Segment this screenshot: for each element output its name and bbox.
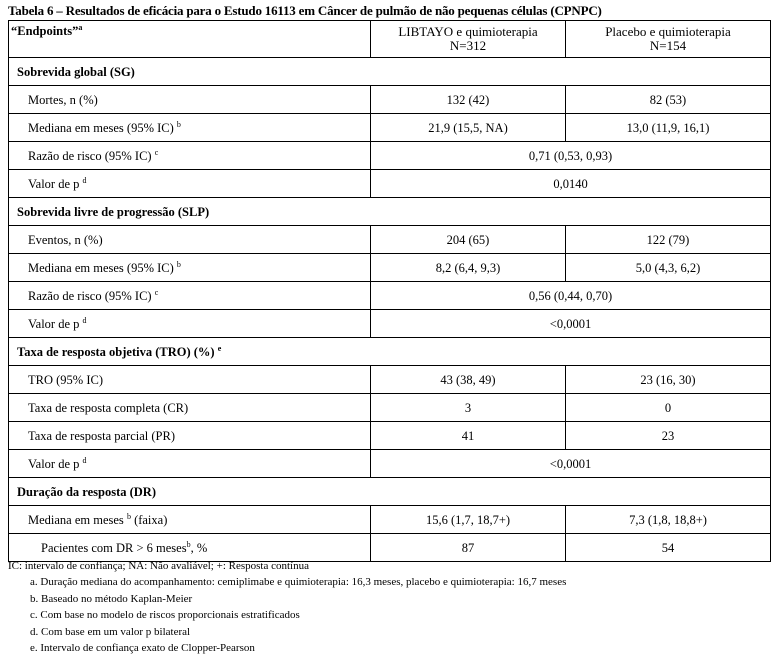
- placebo-value: 122 (79): [566, 226, 771, 254]
- placebo-value: 0: [566, 394, 771, 422]
- table-row: [9, 226, 771, 254]
- header-row: [9, 21, 771, 58]
- table-row: [9, 366, 771, 394]
- row-label: Mortes, n (%): [9, 86, 371, 114]
- libtayo-value: 8,2 (6,4, 9,3): [371, 254, 566, 282]
- libtayo-column-header: LIBTAYO e quimioterapia N=312: [371, 21, 566, 58]
- combined-value: <0,0001: [371, 310, 771, 338]
- row-label: Valor de p $^d$: [9, 450, 371, 478]
- combined-value: 0,56 (0,44, 0,70): [371, 282, 771, 310]
- row-label: Razão de risco (95% IC) $^c$: [9, 282, 371, 310]
- table-row: [9, 114, 771, 142]
- libtayo-value: 15,6 (1,7, 18,7+): [371, 506, 566, 534]
- combined-value: 0,71 (0,53, 0,93): [371, 142, 771, 170]
- section-title: Sobrevida global (SG): [9, 58, 771, 86]
- table-row: [9, 254, 771, 282]
- table-row: [9, 450, 771, 478]
- row-label: Mediana em meses $^b$ (faixa): [9, 506, 371, 534]
- footnote-a: a. Duração mediana do acompanhamento: cemiplimabe e quimioterapia: 16,3 meses, placebo e quimioterapia: 16,7 meses: [30, 576, 567, 589]
- footnotes: [8, 558, 566, 656]
- table-caption: Tabela 6 – Resultados de eficácia para o Estudo 16113 em Câncer de pulmão de não pequenas células (CPNPC): [8, 3, 602, 18]
- placebo-value: 5,0 (4,3, 6,2): [566, 254, 771, 282]
- row-label: Eventos, n (%): [9, 226, 371, 254]
- table-row: [9, 422, 771, 450]
- table-row: [9, 506, 771, 534]
- placebo-value: 7,3 (1,8, 18,8+): [566, 506, 771, 534]
- table-row: [9, 310, 771, 338]
- combined-value: 0,0140: [371, 170, 771, 198]
- placebo-value: 23 (16, 30): [566, 366, 771, 394]
- row-label: Valor de p $^d$: [9, 170, 371, 198]
- row-label: Taxa de resposta completa (CR): [9, 394, 371, 422]
- endpoints-header: “Endpoints”$^a$: [9, 21, 371, 58]
- placebo-value: 23: [566, 422, 771, 450]
- footnote-e: e. Intervalo de confiança exato de Clopper-Pearson: [30, 642, 255, 655]
- libtayo-value: 3: [371, 394, 566, 422]
- libtayo-value: 204 (65): [371, 226, 566, 254]
- libtayo-value: 43 (38, 49): [371, 366, 566, 394]
- libtayo-value: 132 (42): [371, 86, 566, 114]
- placebo-column-header: Placebo e quimioterapia N=154: [566, 21, 771, 58]
- combined-value: <0,0001: [371, 450, 771, 478]
- table-row: [9, 394, 771, 422]
- section-title: Duração da resposta (DR): [9, 478, 771, 506]
- table-row: [9, 142, 771, 170]
- placebo-value: 13,0 (11,9, 16,1): [566, 114, 771, 142]
- row-label: Taxa de resposta parcial (PR): [9, 422, 371, 450]
- libtayo-value: 87: [371, 534, 566, 562]
- section-row-sg: [9, 58, 771, 86]
- section-row-slp: [9, 198, 771, 226]
- footnote-abbreviations: IC: intervalo de confiança; NA: Não avaliável; +: Resposta contínua: [8, 560, 309, 572]
- libtayo-value: 21,9 (15,5, NA): [371, 114, 566, 142]
- table-row: [9, 170, 771, 198]
- section-title: Taxa de resposta objetiva (TRO) (%) $^e$: [9, 338, 771, 366]
- section-title: Sobrevida livre de progressão (SLP): [9, 198, 771, 226]
- efficacy-table: [8, 20, 771, 562]
- row-label: Valor de p $^d$: [9, 310, 371, 338]
- row-label: Pacientes com DR > 6 meses$^b$, %: [9, 534, 371, 562]
- table-row: [9, 86, 771, 114]
- libtayo-value: 41: [371, 422, 566, 450]
- placebo-value: 82 (53): [566, 86, 771, 114]
- footnote-c: c. Com base no modelo de riscos proporcionais estratificados: [30, 609, 300, 622]
- footnote-d: d. Com base em um valor p bilateral: [30, 625, 191, 638]
- table-row: [9, 282, 771, 310]
- placebo-value: 54: [566, 534, 771, 562]
- row-label: Mediana em meses (95% IC) $^b$: [9, 254, 371, 282]
- row-label: Razão de risco (95% IC) $^c$: [9, 142, 371, 170]
- footnote-b: b. Baseado no método Kaplan-Meier: [30, 592, 193, 605]
- row-label: TRO (95% IC): [9, 366, 371, 394]
- row-label: Mediana em meses (95% IC) $^b$: [9, 114, 371, 142]
- section-row-tro: [9, 338, 771, 366]
- section-row-dr: [9, 478, 771, 506]
